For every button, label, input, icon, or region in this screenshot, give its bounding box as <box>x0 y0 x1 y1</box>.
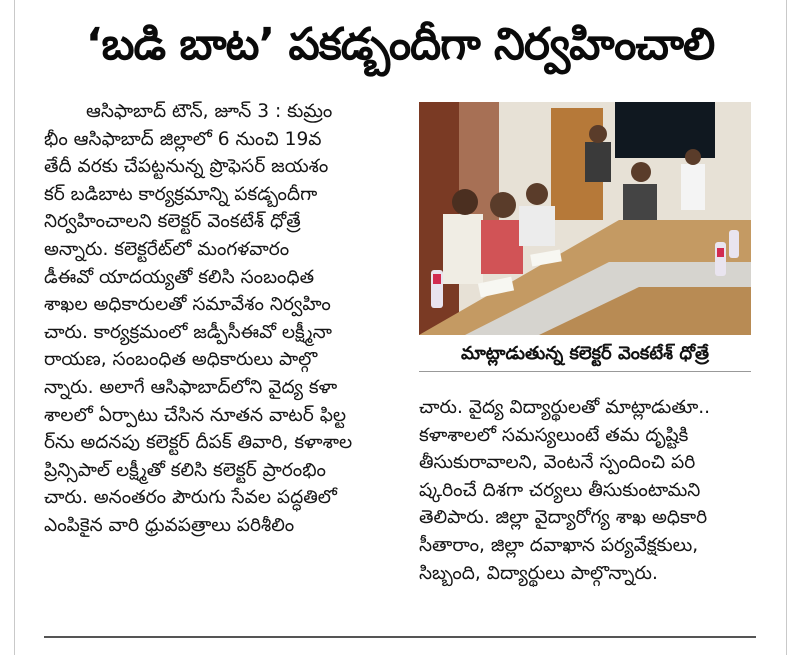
photo-caption: మాట్లాడుతున్న కలెక్టర్ వెంకటేశ్ ధోత్రే <box>419 337 751 372</box>
article-line: న్నారు. అలాగే ఆసిఫాబాద్‌లోని వైద్య కళా <box>44 376 338 398</box>
headline: ‘బడి బాట’ పకడ్బందీగా నిర్వహించాలి <box>85 19 715 70</box>
article-line: చారు. వైద్య విద్యార్థులతో మాట్లాడుతూ.. <box>419 397 711 418</box>
article-line: అన్నారు. కలెక్టరేట్‌లో మంగళవారం <box>44 238 290 260</box>
article-line: తెలిపారు. జిల్లా వైద్యారోగ్య శాఖ అధికారి <box>419 507 708 529</box>
article-line: నిర్వహించాలని కలెక్టర్ వెంకటేశ్ ధోత్రే <box>44 211 301 233</box>
page-border-right <box>786 0 787 655</box>
article-line: ఆసిఫాబాద్ టౌన్, జూన్ 3 : కుమ్రం <box>86 101 333 122</box>
article-line: కళాశాలలో సమస్యలుంటే తమ దృష్టికి <box>419 424 689 446</box>
meeting-photo-illustration <box>419 102 751 335</box>
article-line: ష్కరించే దిశగా చర్యలు తీసుకుంటామని <box>419 479 701 501</box>
bottom-rule <box>44 636 756 638</box>
article-line: సిబ్బంది, విద్యార్థులు పాల్గొన్నారు. <box>419 562 658 584</box>
article-line: శాఖల అధికారులతో సమావేశం నిర్వహిం <box>44 294 331 316</box>
article-line: శాలలో ఏర్పాటు చేసిన నూతన వాటర్ ఫిల్ట <box>44 404 347 426</box>
article-line: తీసుకురావాలని, వెంటనే స్పందించి పరి <box>419 452 696 474</box>
news-photo <box>419 102 751 335</box>
article-line: కర్ బడిబాట కార్యక్రమాన్ని పకడ్బందీగా <box>44 183 318 205</box>
article-line: భీం ఆసిఫాబాద్ జిల్లాలో 6 నుంచి 19వ <box>44 128 322 150</box>
article-line: తేదీ వరకు చేపట్టనున్న ప్రొఫెసర్ జయశం <box>44 156 329 178</box>
page-border-left <box>14 0 15 655</box>
article-column-right <box>419 394 755 587</box>
article-line: ప్రిన్సిపాల్ లక్ష్మీతో కలిసి కలెక్టర్ ప్రారంభిం <box>44 459 326 481</box>
article-column-left <box>44 98 406 540</box>
article-line: చారు. కార్యక్రమంలో జడ్పీసీఈవో లక్ష్మీనా <box>44 321 332 343</box>
article-line: రాయణ, సంబంధిత అధికారులు పాల్గొ <box>44 349 318 371</box>
article-line: ర్‌ను అదనపు కలెక్టర్ దీపక్ తివారి, కళాశాల <box>44 432 353 454</box>
article-line: ఎంపికైన వారి ధ్రువపత్రాలు పరిశీలిం <box>44 514 295 536</box>
article-line: చారు. అనంతరం పౌరుగు సేవల పద్ధతిలో <box>44 487 337 509</box>
article-line: డీఈవో యాదయ్యతో కలిసి సంబంధిత <box>44 266 315 288</box>
article-line: సీతారాం, జిల్లా దవాఖాన పర్యవేక్షకులు, <box>419 534 699 556</box>
